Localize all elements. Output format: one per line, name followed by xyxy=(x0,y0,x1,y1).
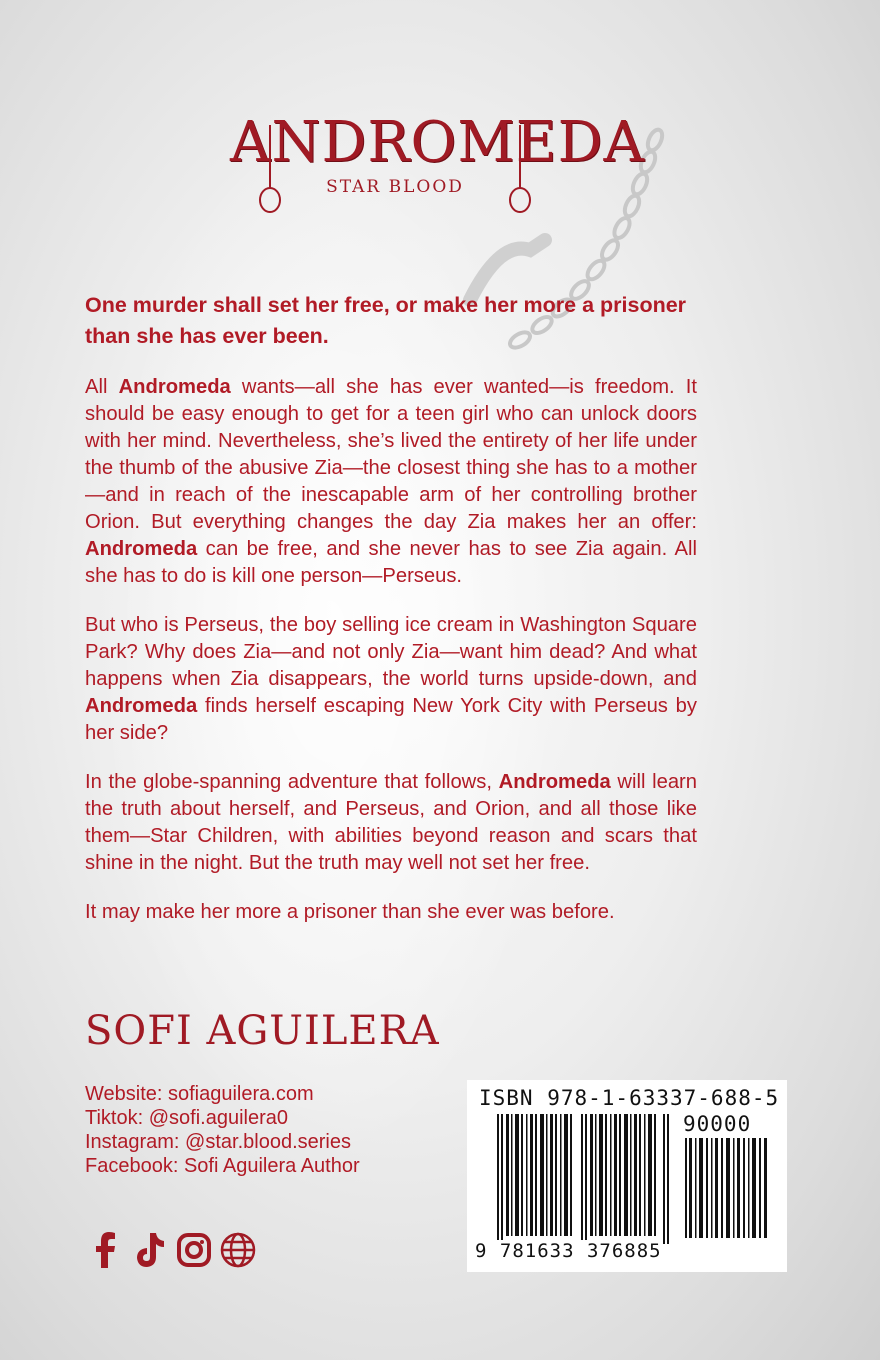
tiktok-link[interactable]: Tiktok: @sofi.aguilera0 xyxy=(85,1107,288,1129)
book-logo xyxy=(230,105,645,225)
character-name: Andromeda xyxy=(85,538,198,560)
price-code: 90000 xyxy=(683,1112,752,1136)
isbn-label: ISBN 978-1-63337-688-5 xyxy=(479,1086,780,1110)
text-run: can be free, and she never has to see Zia again. All she has to do is kill one person—Perseus. xyxy=(85,538,697,587)
author-name: SOFI AGUILERA xyxy=(85,1008,440,1054)
logo-flourish-icon xyxy=(230,105,645,225)
character-name: Andromeda xyxy=(118,376,231,398)
back-cover-blurb xyxy=(85,290,697,948)
tagline: One murder shall set her free, or make her more a prisoner than she has ever been. xyxy=(85,293,687,348)
blurb-paragraph-1 xyxy=(85,374,697,590)
character-name: Andromeda xyxy=(498,771,611,793)
blurb-paragraph-2 xyxy=(85,612,697,747)
blurb-paragraph-4: It may make her more a prisoner than she ever was before. xyxy=(85,901,615,923)
text-run: All xyxy=(85,376,119,398)
logo-title: ANDROMEDA xyxy=(230,110,645,175)
text-run: finds herself escaping New York City with Perseus by her side? xyxy=(85,695,697,744)
text-run: will learn the truth about herself, and Perseus, and Orion, and all those like them—Star Children, with abilities beyond reason and scars that shine in the night. But the truth may well not set her free. xyxy=(85,771,697,874)
isbn-barcode xyxy=(467,1080,787,1272)
logo-subtitle: STAR BLOOD xyxy=(326,177,464,197)
text-run: In the globe-spanning adventure that follows, xyxy=(85,771,499,793)
website-link[interactable]: Website: sofiaguilera.com xyxy=(85,1083,314,1105)
tiktok-icon[interactable] xyxy=(132,1230,168,1270)
facebook-link[interactable]: Facebook: Sofi Aguilera Author xyxy=(85,1155,360,1177)
author-contacts xyxy=(85,1082,360,1178)
globe-icon[interactable] xyxy=(220,1230,256,1270)
facebook-icon[interactable] xyxy=(88,1230,124,1270)
social-icons xyxy=(88,1230,256,1270)
price-addon-bars-icon xyxy=(683,1138,773,1238)
text-run: wants—all she has ever wanted—is freedom. It should be easy enough to get for a teen girl who can unlock doors with her mind. Nevertheless, she’s lived the entirety of her life under the thumb of the abusive Zia—the closest thing she has to a mother—and in reach of the inescapable arm of her controlling brother Orion. But everything changes the day Zia makes her an offer: xyxy=(85,376,698,533)
text-run: But who is Perseus, the boy selling ice cream in Washington Square Park? Why does Zia—and not only Zia—want him dead? And what happens when Zia disappears, the world turns upside-down, and xyxy=(85,614,697,690)
instagram-link[interactable]: Instagram: @star.blood.series xyxy=(85,1131,351,1153)
barcode-number: 9 781633 376885 xyxy=(475,1240,662,1262)
blurb-paragraph-3 xyxy=(85,769,697,877)
instagram-icon[interactable] xyxy=(176,1230,212,1270)
character-name: Andromeda xyxy=(85,695,198,717)
barcode-bars-icon xyxy=(497,1114,677,1244)
